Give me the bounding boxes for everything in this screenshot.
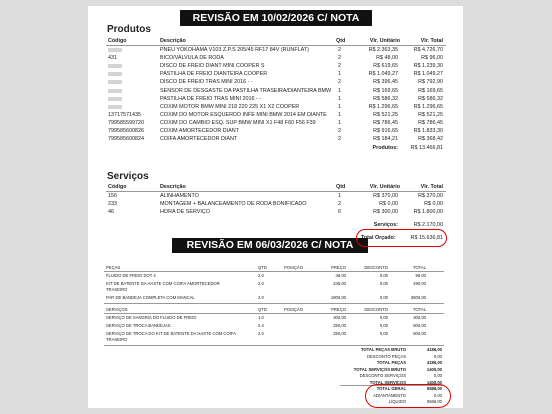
row-vlr-total: R$ 1.800,00 <box>413 209 443 216</box>
highlight-circle-total <box>356 229 447 247</box>
row-qtd: 2 <box>338 201 341 208</box>
col-header: DESCONTO <box>364 307 388 312</box>
summary-label: DESCONTO SERVIÇOS <box>359 373 406 378</box>
row-qtd: 2.0 <box>258 294 264 300</box>
row-descricao: PASTILHA DE FREIO TRAS MINI 2016 - - <box>160 95 262 102</box>
row-vlr-total: R$ 1.296,65 <box>413 103 443 110</box>
row-qtd: 1 <box>338 103 341 110</box>
row-vlr-total: R$ 792,90 <box>418 79 443 86</box>
row-codigo: 799585599720 <box>108 119 144 126</box>
row-vlr-total: R$ 521,25 <box>418 111 443 118</box>
row-desconto: 0,00 <box>379 294 388 300</box>
col-header: TOTAL <box>412 265 426 270</box>
col-descricao: Descrição <box>160 184 186 190</box>
row-vlr-unitario: R$ 1.049,27 <box>368 71 398 78</box>
row-qtd: 1 <box>338 71 341 78</box>
col-vlr-total: Vlr. Total <box>420 38 443 44</box>
summary-label: TOTAL PEÇAS BRUTO <box>360 347 406 352</box>
row-vlr-total: R$ 0,00 <box>424 201 443 208</box>
row-preco: 250,00 <box>333 323 346 328</box>
row-desc: SERVIÇO DE TROCA DO KIT DE BATENTE DA HASTE COM COIFA <box>106 331 236 336</box>
col-qtd: Qtd <box>336 38 346 44</box>
summary-label: DESCONTO PEÇAS <box>366 353 406 359</box>
summary-label: TOTAL SERVIÇOS <box>369 379 406 385</box>
row-descricao: SENSOR DE DESGASTE DA PASTILHA TRASEIRA/DIANTEIRA BMW <box>160 87 332 94</box>
row-qtd: 2 <box>338 128 341 134</box>
col-descricao: Descrição <box>160 38 186 44</box>
row-qtd: 2 <box>338 63 341 70</box>
summary-value: 0,00 <box>433 373 442 378</box>
row-descricao: COXIM DO CAMBIO ESQ. SUP BMW MINI X1 F48 F60 F56 F39 <box>160 119 316 126</box>
col-header: PREÇO <box>331 265 346 270</box>
summary-value: 1400,00 <box>426 379 442 385</box>
row-codigo: 13717571435 <box>108 111 141 118</box>
row-desc-cont: TRASEIRO <box>106 286 128 292</box>
col-codigo: Código <box>108 184 127 190</box>
row-vlr-unitario: R$ 521,25 <box>373 111 398 118</box>
row-vlr-total: R$ 368,42 <box>418 136 443 143</box>
divider <box>104 303 444 304</box>
row-vlr-total: R$ 786,45 <box>418 119 443 126</box>
row-total: 3600,00 <box>410 294 426 300</box>
revision-banner-2: REVISÃO EM 06/03/2026 C/ NOTA <box>172 238 368 253</box>
services-title: Serviços <box>107 171 149 182</box>
row-vlr-unitario: R$ 786,45 <box>373 119 398 126</box>
row-qtd: 2.4 <box>258 323 264 328</box>
summary-label: TOTAL SERVIÇOS BRUTO <box>353 366 406 372</box>
redacted-code <box>108 89 122 93</box>
row-desc: PAR DE BANDEJA COMPLETA COM MANCAL <box>106 294 195 300</box>
col-header: QTD <box>258 265 267 270</box>
row-codigo: 799585600826 <box>108 128 144 134</box>
row-desc: SERVIÇO DE TROCA BANDEJAS <box>106 323 171 328</box>
row-qtd: 2 <box>338 55 341 62</box>
row-total: 300,00 <box>413 315 426 320</box>
row-vlr-unitario: R$ 619,65 <box>373 63 398 70</box>
row-qtd: 1 <box>338 193 341 199</box>
row-qtd: 1 <box>338 119 341 126</box>
col-header: TOTAL <box>412 307 426 312</box>
row-qtd: 2 <box>338 47 341 53</box>
row-desc: KIT DE BATENTE DA HASTE COM COIFA AMORTECEDOR <box>106 281 220 286</box>
products-subtotal-value: R$ 13.466,81 <box>410 145 443 151</box>
row-qtd: 2.0 <box>258 273 264 278</box>
col-header: POSIÇÃO <box>284 307 304 312</box>
summary-value: 5586,00 <box>426 386 442 391</box>
redacted-code <box>108 72 122 76</box>
row-total: 500,00 <box>413 331 426 336</box>
row-total: 600,00 <box>413 323 426 328</box>
col-header: PEÇAS <box>106 265 121 270</box>
row-qtd: 1 <box>338 87 341 94</box>
summary-value: 0,00 <box>433 353 442 359</box>
col-header: QTD <box>258 307 267 312</box>
total-orcado-label: Total Orçado: <box>361 235 396 241</box>
row-vlr-unitario: R$ 169,65 <box>373 87 398 94</box>
row-total: 96,00 <box>415 273 426 278</box>
row-descricao: COIFA AMORTECEDOR DIANT <box>160 136 238 143</box>
row-vlr-unitario: R$ 1.296,65 <box>368 103 398 110</box>
col-vlr-total: Vlr. Total <box>420 184 443 190</box>
summary-value: 4186,00 <box>426 347 442 352</box>
row-vlr-total: R$ 1.239,30 <box>413 63 443 70</box>
row-descricao: BICO/VALVULA DE RODA <box>160 55 224 62</box>
row-desc: FLUIDO DE FREIO DOT 4 <box>106 273 156 278</box>
col-header: SERVIÇOS <box>106 307 128 312</box>
row-preco: 1800,00 <box>330 294 346 300</box>
redacted-code <box>108 48 122 52</box>
row-codigo: 156 <box>108 193 117 199</box>
col-header: POSIÇÃO <box>284 265 304 270</box>
redacted-code <box>108 64 122 68</box>
row-vlr-unitario: R$ 370,00 <box>373 193 398 199</box>
row-desconto: 0,00 <box>379 331 388 336</box>
col-qtd: Qtd <box>336 184 346 190</box>
col-vlr-unitario: Vlr. Unitário <box>369 38 400 44</box>
row-descricao: HORA DE SERVIÇO <box>160 209 210 216</box>
row-codigo: 799585600824 <box>108 136 144 143</box>
summary-label: TOTAL GERAL <box>376 386 406 391</box>
row-desc: SERVIÇO DE SANGRIA DO FLUIDO DE FREIO <box>106 315 197 320</box>
row-vlr-total: R$ 1.049,27 <box>413 71 443 78</box>
row-vlr-unitario: R$ 2.363,35 <box>368 47 398 53</box>
summary-value: 1400,00 <box>426 366 442 372</box>
row-vlr-total: R$ 4.726,70 <box>413 47 443 53</box>
row-total: 490,00 <box>413 281 426 286</box>
row-vlr-unitario: R$ 396,45 <box>373 79 398 86</box>
col-header: DESCONTO <box>364 265 388 270</box>
redacted-code <box>108 97 122 101</box>
summary-label: LÍQUIDO <box>388 399 406 404</box>
row-vlr-total: R$ 586,32 <box>418 95 443 102</box>
row-descricao: COXIM DO MOTOR ESQUERDO INFE MINI BMW 2014 EM DIANTE <box>160 111 327 118</box>
row-preco: 250,00 <box>333 331 346 336</box>
col-header: PREÇO <box>331 307 346 312</box>
row-desc-cont: TRASEIRO <box>106 336 128 342</box>
col-vlr-unitario: Vlr. Unitário <box>369 184 400 190</box>
row-codigo: 233 <box>108 201 117 208</box>
row-vlr-unitario: R$ 184,21 <box>373 136 398 143</box>
row-descricao: PNEU YOKOHAMA V103 Z.P.S 205/45 RF17 84V (RUNFLAT) <box>160 47 309 53</box>
row-desconto: 0,00 <box>379 273 388 278</box>
row-descricao: COXIM MOTOR BMW MINI 218 220 225 X1 X2 COOPER <box>160 103 300 110</box>
row-vlr-total: R$ 370,00 <box>418 193 443 199</box>
summary-label: TOTAL PEÇAS <box>376 360 406 365</box>
redacted-code <box>108 80 122 84</box>
row-codigo: 46 <box>108 209 114 216</box>
row-preco: 300,00 <box>333 315 346 320</box>
summary-value: 4186,00 <box>426 360 442 365</box>
summary-label: ADIANTAMENTO <box>373 392 406 398</box>
row-qtd: 1.0 <box>258 315 264 320</box>
summary-value: 0,00 <box>433 392 442 398</box>
row-descricao: PASTILHA DE FREIO DIANTEIRA COOPER <box>160 71 268 78</box>
row-preco: 245,00 <box>333 281 346 286</box>
services-subtotal-value: R$ 2.170,00 <box>413 222 443 228</box>
row-qtd: 2 <box>338 79 341 86</box>
row-descricao: DISCO DE FREIO DIANT MINI COOPER S <box>160 63 265 70</box>
row-qtd: 6 <box>338 209 341 216</box>
row-vlr-unitario: R$ 916,65 <box>373 128 398 134</box>
row-qtd: 2.0 <box>258 331 264 336</box>
col-codigo: Código <box>108 38 127 44</box>
row-desconto: 0,00 <box>379 323 388 328</box>
row-preco: 48,00 <box>335 273 346 278</box>
summary-value: 5586,00 <box>426 399 442 404</box>
row-qtd: 1 <box>338 111 341 118</box>
redacted-code <box>108 105 122 109</box>
row-vlr-unitario: R$ 300,00 <box>373 209 398 216</box>
row-vlr-unitario: R$ 48,00 <box>376 55 398 62</box>
row-vlr-total: R$ 1.833,30 <box>413 128 443 134</box>
row-qtd: 2.0 <box>258 281 264 286</box>
total-orcado-value: R$ 15.636,81 <box>410 235 443 241</box>
row-qtd: 2 <box>338 136 341 143</box>
row-vlr-unitario: R$ 586,32 <box>373 95 398 102</box>
row-descricao: MONTAGEM + BALANCEAMENTO DE RODA BONIFICADO <box>160 201 307 208</box>
row-descricao: COXIM AMORTECEDOR DIANT <box>160 128 239 134</box>
products-subtotal-label: Produtos: <box>372 145 398 151</box>
row-codigo: 431 <box>108 55 117 62</box>
row-vlr-unitario: R$ 0,00 <box>379 201 398 208</box>
highlight-circle-liquido <box>365 384 451 408</box>
revision-banner-1: REVISÃO EM 10/02/2026 C/ NOTA <box>180 10 372 26</box>
row-vlr-total: R$ 96,00 <box>421 55 443 62</box>
services-subtotal-label: Serviços: <box>373 222 398 228</box>
row-descricao: DISCO DE FREIO TRAS MINI 2016 - - <box>160 79 253 86</box>
products-title: Produtos <box>107 24 151 35</box>
row-vlr-total: R$ 169,65 <box>418 87 443 94</box>
row-qtd: 1 <box>338 95 341 102</box>
row-descricao: ALINHAMENTO <box>160 193 199 199</box>
row-desconto: 0,00 <box>379 281 388 286</box>
row-desconto: 0,00 <box>379 315 388 320</box>
